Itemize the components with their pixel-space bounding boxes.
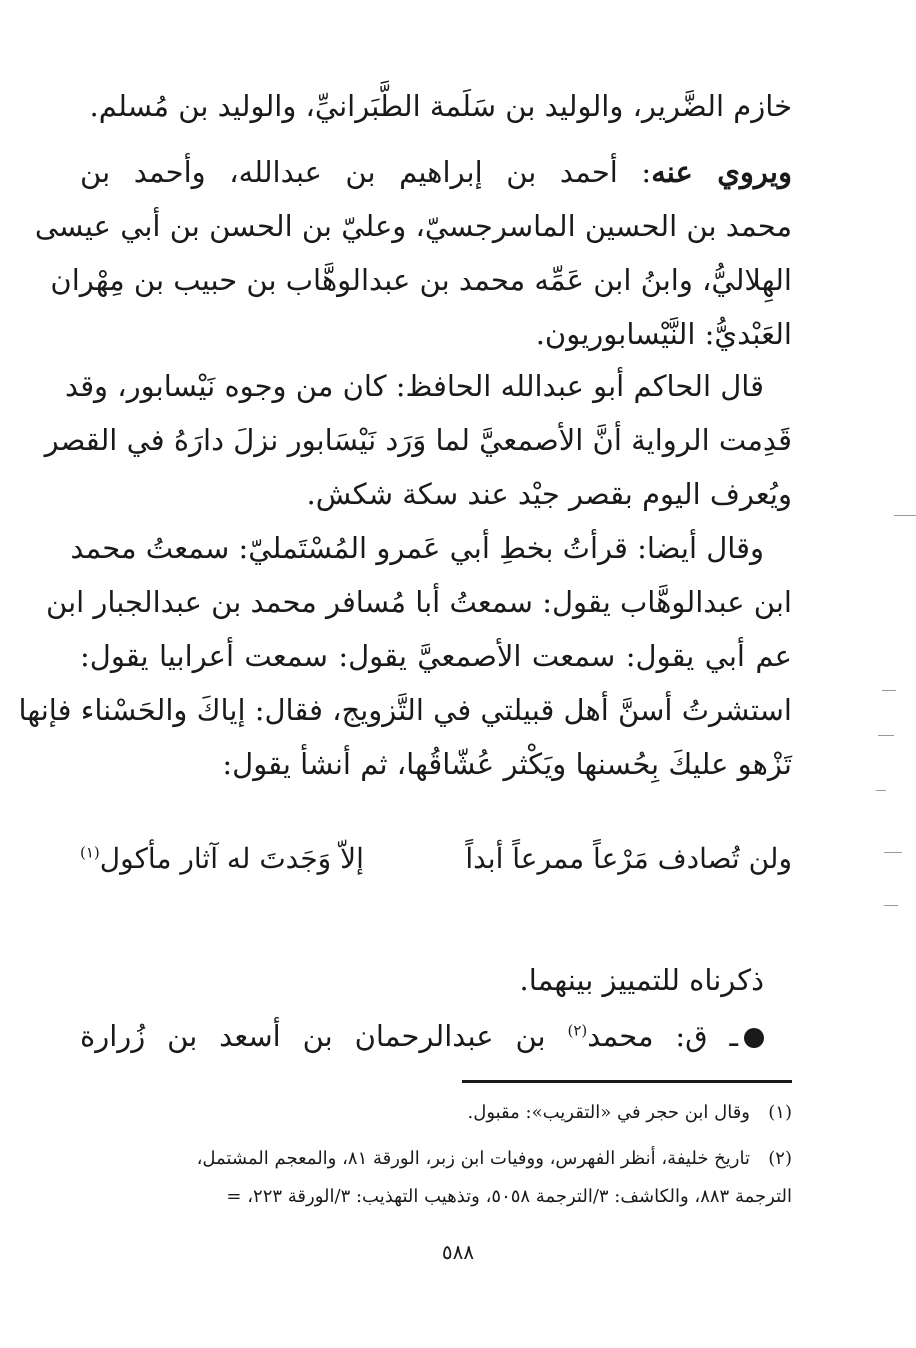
- text-line: قال الحاكم أبو عبدالله الحافظ: كان من وجوه نَيْسابور، وقد: [64, 369, 764, 403]
- text-line-segment: : أحمد بن إبراهيم بن عبدالله، وأحمد بن: [80, 155, 652, 189]
- scan-mark: [884, 852, 902, 853]
- footnote-ref: (٢): [567, 1021, 588, 1040]
- footnote-2: [60, 1148, 792, 1169]
- text-line: قَدِمت الرواية أنَّ الأصمعيَّ لما وَرَد نَيْسَابور نزلَ دارَهُ في القصر: [44, 423, 792, 457]
- footnote-text: وقال ابن حجر في «التقريب»: مقبول.: [467, 1102, 750, 1123]
- text-line: وقال أيضا: قرأتُ بخطِ أبي عَمرو المُسْتَمليّ: سمعتُ محمد: [70, 531, 764, 565]
- text-line: الهِلاليُّ، وابنُ ابن عَمِّه محمد بن عبدالوهَّاب بن حبيب بن مِهْران: [50, 263, 792, 297]
- scan-mark: [878, 735, 894, 736]
- footnote-text: تاريخ خليفة، أنظر الفهرس، ووفيات ابن زبر، الورقة ٨١، والمعجم المشتمل،: [196, 1148, 750, 1169]
- text-line: ويُعرف اليوم بقصر جيْد عند سكة شكش.: [306, 477, 792, 511]
- text-line: خازم الضَّرير، والوليد بن سَلَمة الطَّبَرانيِّ، والوليد بن مُسلم.: [89, 89, 792, 123]
- bullet-icon: [744, 1028, 764, 1048]
- entry-rest: بن عبدالرحمان بن أسعد بن زُرارة: [80, 1019, 546, 1053]
- text-line: العَبْديُّ: النَّيْسابوريون.: [535, 317, 792, 351]
- text-line: ابن عبدالوهَّاب يقول: سمعتُ أبا مُسافر محمد بن عبدالجبار ابن: [46, 585, 792, 619]
- scan-mark: [894, 515, 916, 516]
- poem-second-hemistich-text: إلاّ وَجَدتَ له آثار مأكول: [99, 842, 364, 875]
- footnote-text: الترجمة ٨٨٣، والكاشف: ٣/الترجمة ٥٠٥٨، وتذهيب التهذيب: ٣/الورقة ٢٢٣، =: [226, 1186, 792, 1207]
- entry-line: [80, 1019, 792, 1053]
- text-line: عم أبي يقول: سمعت الأصمعيَّ يقول: سمعت أعرابيا يقول:: [80, 639, 792, 673]
- footnote-number: (١): [768, 1102, 792, 1123]
- footnote-1: [60, 1102, 792, 1123]
- narrators-heading: ويروي عنه: [651, 155, 792, 189]
- page-number: ٥٨٨: [441, 1240, 475, 1264]
- text-line: استشرتُ أسنَّ أهل قبيلتي في التَّزويج، فقال: إياكَ والحَسْناء فإنها: [18, 693, 792, 727]
- closing-block: [18, 0, 792, 1080]
- footnote-2-continuation: [60, 1186, 792, 1207]
- footnote-number: (٢): [768, 1148, 792, 1169]
- text-line: تَزْهو عليكَ بِحُسنها ويَكْثر عُشّاقُها، ثم أنشأ يقول:: [222, 747, 792, 781]
- closing-line: ذكرناه للتمييز بينهما.: [519, 963, 764, 997]
- scan-mark: [882, 690, 896, 691]
- footnote-ref: (١): [80, 843, 100, 862]
- entry-prefix: ـ ق: محمد: [587, 1019, 738, 1053]
- footnote-divider: [462, 1080, 792, 1083]
- poem-first-hemistich: ولن تُصادف مَرْعاً ممرعاً أبداً: [465, 842, 792, 875]
- text-line: محمد بن الحسين الماسرجسيّ، وعليّ بن الحسن بن أبي عيسى: [34, 209, 792, 243]
- scan-mark: [884, 905, 898, 906]
- scan-mark: [876, 790, 886, 791]
